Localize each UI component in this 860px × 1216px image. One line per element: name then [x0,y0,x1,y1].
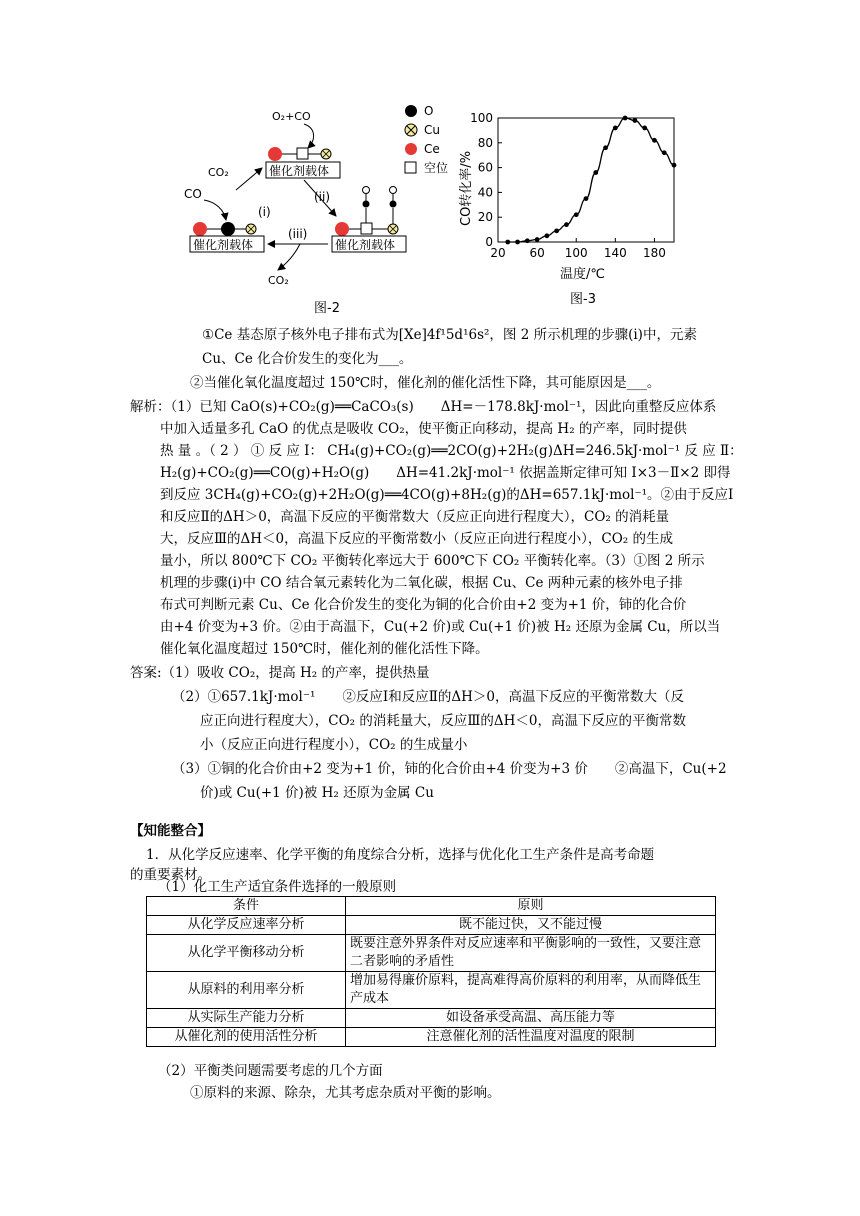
data-point [535,237,540,242]
data-point [623,116,628,121]
analysis-line: 解析：（1）已知 CaO(s)+CO₂(g)══CaCO₃(s) ΔH=－178.8kJ·mol⁻¹，因此向重整反应体系 [130,399,717,415]
table-header-cell: 原则 [346,897,716,916]
table-cell: 从原料的利用率分析 [147,972,346,1009]
data-point [584,196,589,201]
answer-line: （2）①657.1kJ·mol⁻¹ ②反应Ⅰ和反应Ⅱ的ΔH＞0，高温下反应的平衡常数大（反 [172,689,685,705]
legend-o: O [424,104,434,118]
table-row [147,1009,716,1028]
answer-line: 答案:（1）吸收 CO₂，提高 H₂ 的产率，提供热量 [130,665,430,681]
data-point [574,212,579,217]
analysis-line: 热 量 。（ 2 ） ① 反 应 Ⅰ： CH₄(g)+CO₂(g)══2CO(g)+2H₂(g)ΔH=246.5kJ·mol⁻¹ 反 应 Ⅱ： [160,443,743,459]
step-iii-label: (iii) [288,227,308,241]
data-point [525,238,530,243]
table-cell: 既要注意外界条件对反应速率和平衡影响的一致性，又要注意二者影响的矛盾性 [346,935,716,972]
table-cell: 如设备承受高温、高压能力等 [346,1009,716,1028]
analysis-line: 量小，所以 800℃下 CO₂ 平衡转化率远大于 600℃下 CO₂ 平衡转化率。（3）①图 2 所示 [160,553,705,569]
right-active-site [335,187,398,237]
answer-line: 应正向进行程度大），CO₂ 的消耗量大，反应Ⅲ的ΔH＜0，高温下反应的平衡常数 [200,713,686,729]
y-tick-label: 100 [470,111,493,125]
legend-cu: Cu [424,123,440,137]
x-axis-label: 温度/℃ [560,267,605,282]
data-point [593,170,598,175]
x-tick-label: 180 [642,246,666,260]
x-tick-label: 20 [490,246,506,260]
table-cell: 从催化剂的使用活性分析 [147,1028,346,1047]
table-cell: 从化学反应速率分析 [147,916,346,935]
x-tick-label: 60 [529,246,545,260]
analysis-line: H₂(g)+CO₂(g)══CO(g)+H₂O(g) ΔH=41.2kJ·mol⁻¹ 依据盖斯定律可知 Ⅰ×3－Ⅱ×2 即得 [160,465,731,481]
step-ii-label: (ii) [314,190,331,204]
data-point [662,150,667,155]
table-row [147,972,716,1009]
carrier-top-label: 催化剂载体 [269,164,330,178]
vacancy-icon [405,162,416,173]
analysis-line: 布式可判断元素 Cu、Ce 化合价发生的变化为铜的化合价由+2 变为+1 价，铈的化合价 [160,597,687,613]
table-row [147,916,716,935]
table-cell: 从实际生产能力分析 [147,1009,346,1028]
y-axis-label: CO转化率/% [459,150,474,226]
left-active-site [193,222,256,236]
data-point [554,228,559,233]
analysis-line: 机理的步骤(i)中 CO 结合氧元素转化为二氧化碳，根据 Cu、Ce 两种元素的核外电子排 [160,575,683,591]
analysis-line: 到反应 3CH₄(g)+CO₂(g)+2H₂O(g)══4CO(g)+8H₂(g)的ΔH=657.1kJ·mol⁻¹。②由于反应Ⅰ [160,487,734,503]
y-tick-label: 40 [477,185,493,200]
figure-3-caption: 图-3 [570,292,596,307]
data-point [505,240,510,245]
q3-item1-line2: Cu、Ce 化合价发生的变化为___。 [202,351,413,367]
answer-line: （3）①铜的化合价由+2 变为+1 价，铈的化合价由+4 价变为+3 价 ②高温下，Cu(+2 [172,761,727,777]
top-active-site [268,147,331,161]
summary-paragraph-line1: 1．从化学反应速率、化学平衡的角度综合分析，选择与优化化工生产条件是高考命题 [146,847,655,863]
y-tick-label: 20 [477,210,493,225]
carrier-left-label: 催化剂载体 [193,238,254,252]
figure-2-mechanism [176,98,466,320]
table-row [147,935,716,972]
analysis-line: 中加入适量多孔 CaO 的优点是吸收 CO₂，使平衡正向移动，提高 H₂ 的产率，同时提供 [160,421,687,437]
summary-subheading-2: （2）平衡类问题需要考虑的几个方面 [158,1063,383,1079]
table-cell: 注意催化剂的活性温度对温度的限制 [346,1028,716,1047]
ce-atom-icon [405,143,417,155]
table-cell: 既不能过快，又不能过慢 [346,916,716,935]
summary-item-1: ①原料的来源、除杂，尤其考虑杂质对平衡的影响。 [190,1085,501,1101]
q3-item2: ②当催化氧化温度超过 150℃时，催化剂的催化活性下降，其可能原因是___。 [190,375,661,391]
co2-bottom-label: CO₂ [268,274,289,287]
conditions-table [146,896,716,1047]
analysis-line: 由+4 价变为+3 价。②由于高温下，Cu(+2 价)或 Cu(+1 价)被 H₂ 还原为金属 Cu，所以当 [160,619,721,635]
legend [405,104,448,175]
x-tick-label: 140 [603,246,627,260]
analysis-line: 大，反应Ⅲ的ΔH＜0，高温下反应的平衡常数小（反应正向进行程度小），CO₂ 的生成 [160,531,673,547]
reactant-o2-co: O₂+CO [272,110,311,123]
legend-vacancy: 空位 [424,161,449,175]
data-point [652,138,657,143]
co-left-label: CO [184,187,202,201]
x-tick-label: 100 [564,246,588,260]
plot-frame [498,118,674,242]
co2-left-label: CO₂ [208,166,229,179]
table-cell: 从化学平衡移动分析 [147,935,346,972]
answer-line: 小（反应正向进行程度小），CO₂ 的生成量小 [200,737,468,753]
table-row [147,1028,716,1047]
y-tick-label: 60 [477,160,493,175]
step-i-label: (i) [258,205,271,219]
analysis-line: 催化氧化温度超过 150℃时，催化剂的催化活性下降。 [160,641,489,657]
figure-3-chart [452,104,702,314]
table-cell: 增加易得廉价原料，提高难得高价原料的利用率，从而降低生产成本 [346,972,716,1009]
y-tick-label: 0 [485,235,493,249]
data-point [613,126,618,131]
figure-2-caption: 图-2 [314,301,340,316]
summary-paragraph-line2: 的重要素材。 [130,867,211,883]
summary-subheading-1: （1）化工生产适宜条件选择的一般原则 [158,879,397,895]
o-atom-icon [405,105,417,117]
table-header-row [147,897,716,916]
analysis-line: 和反应Ⅱ的ΔH＞0，高温下反应的平衡常数大（反应正向进行程度大），CO₂ 的消耗量 [160,509,670,525]
q3-item1-line1: ①Ce 基态原子核外电子排布式为[Xe]4f¹5d¹6s²，图 2 所示机理的步骤(i)中，元素 [202,327,697,343]
answer-line: 价)或 Cu(+1 价)被 H₂ 还原为金属 Cu [200,785,434,801]
series-line [508,118,674,242]
legend-ce: Ce [424,142,440,156]
data-point [564,222,569,227]
y-tick-label: 80 [477,135,493,150]
data-point [515,240,520,245]
data-point [603,145,608,150]
data-point [642,126,647,131]
summary-heading: 【知能整合】 [130,823,211,839]
carrier-right-label: 催化剂载体 [335,238,396,252]
table-header-cell: 条件 [147,897,346,916]
data-point [632,118,637,123]
data-point [544,233,549,238]
data-point [672,163,677,168]
